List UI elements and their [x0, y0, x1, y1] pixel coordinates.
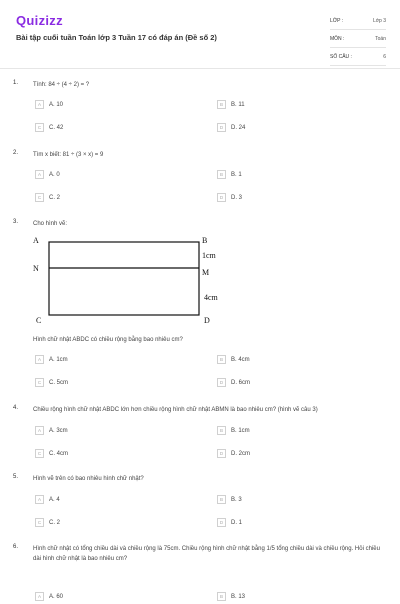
option-letter-box: D: [217, 378, 226, 387]
option-c[interactable]: [35, 449, 185, 461]
option-a[interactable]: [35, 592, 185, 604]
option-label: A. 10: [49, 102, 64, 108]
option-letter-box: A: [35, 426, 44, 435]
label-n: N: [33, 264, 39, 273]
option-b[interactable]: [217, 592, 367, 604]
option-letter-box: D: [217, 123, 226, 132]
option-label: C. 4cm: [49, 451, 69, 457]
option-label: A. 3cm: [49, 428, 68, 434]
question-number: 4.: [13, 405, 19, 411]
option-d[interactable]: [217, 123, 367, 135]
option-d[interactable]: [217, 518, 367, 530]
label-1cm: 1cm: [202, 251, 216, 260]
option-c[interactable]: [35, 193, 185, 205]
option-label: D. 6cm: [231, 380, 251, 386]
meta-key: SỐ CÂU :: [330, 53, 352, 60]
label-a: A: [33, 236, 39, 245]
rectangle-abdc: [49, 242, 199, 315]
option-label: D. 2cm: [231, 451, 251, 457]
meta-value: 6: [383, 53, 386, 60]
option-a[interactable]: [35, 170, 185, 182]
label-4cm: 4cm: [204, 293, 218, 302]
option-c[interactable]: [35, 518, 185, 530]
option-letter-box: A: [35, 355, 44, 364]
option-letter-box: C: [35, 123, 44, 132]
meta-key: LỚP :: [330, 17, 344, 24]
option-letter-box: B: [217, 355, 226, 364]
question-text: Cho hình vẽ:: [33, 221, 68, 227]
label-m: M: [202, 268, 210, 277]
page-title: Bài tập cuối tuần Toán lớp 3 Tuần 17 có đáp án (Đề số 2): [16, 33, 217, 42]
option-letter-box: C: [35, 449, 44, 458]
option-letter-box: B: [217, 495, 226, 504]
option-letter-box: B: [217, 100, 226, 109]
option-label: A. 0: [49, 172, 60, 178]
meta-row-subject: [330, 30, 386, 48]
question-number: 3.: [13, 219, 19, 225]
option-label: B. 13: [231, 594, 246, 600]
option-label: B. 1: [231, 172, 242, 178]
option-letter-box: A: [35, 495, 44, 504]
question-text: Tính: 84 ÷ (4 ÷ 2) = ?: [33, 82, 90, 88]
option-letter-box: A: [35, 592, 44, 601]
option-letter-box: D: [217, 449, 226, 458]
option-letter-box: A: [35, 170, 44, 179]
option-label: A. 4: [49, 497, 60, 503]
option-b[interactable]: [217, 495, 367, 507]
option-letter-box: B: [217, 426, 226, 435]
meta-value: Toán: [375, 35, 386, 42]
option-b[interactable]: [217, 170, 367, 182]
option-b[interactable]: [217, 426, 367, 438]
rectangle-figure: [30, 232, 230, 327]
option-letter-box: C: [35, 193, 44, 202]
option-c[interactable]: [35, 123, 185, 135]
question-text: Tìm x biết: 81 ÷ (3 × x) = 9: [33, 152, 104, 158]
option-label: C. 2: [49, 195, 61, 201]
option-label: D. 3: [231, 195, 243, 201]
worksheet-header: [0, 0, 400, 68]
question-number: 6.: [13, 544, 19, 550]
question-number: 2.: [13, 150, 19, 156]
meta-key: MÔN :: [330, 35, 345, 42]
meta-value: Lớp 3: [372, 17, 386, 24]
option-a[interactable]: [35, 495, 185, 507]
header-divider: [0, 68, 400, 69]
question-text: Hình chữ nhật có tổng chiều dài và chiều rộng là 75cm. Chiều rộng hình chữ nhật bằng 1/5 tổng chiều dài và chiều rộng. Hỏi chiều dài hình chữ nhật là bao nhiêu cm?: [33, 546, 380, 562]
option-b[interactable]: [217, 100, 367, 112]
question-number: 5.: [13, 474, 19, 480]
option-label: D. 24: [231, 125, 246, 131]
option-label: B. 1cm: [231, 428, 250, 434]
option-label: A. 60: [49, 594, 64, 600]
question-number: 1.: [13, 80, 19, 86]
option-letter-box: C: [35, 378, 44, 387]
option-a[interactable]: [35, 426, 185, 438]
option-label: D. 1: [231, 520, 243, 526]
question-text: Hình vẽ trên có bao nhiêu hình chữ nhật?: [33, 476, 144, 482]
option-d[interactable]: [217, 449, 367, 461]
option-label: C. 2: [49, 520, 61, 526]
quizizz-logo: Quizizz: [16, 13, 63, 28]
option-a[interactable]: [35, 100, 185, 112]
option-a[interactable]: [35, 355, 185, 367]
rectangle-diagram: [30, 232, 230, 327]
option-label: B. 3: [231, 497, 242, 503]
option-letter-box: D: [217, 518, 226, 527]
meta-table: [330, 12, 386, 66]
option-d[interactable]: [217, 193, 367, 205]
question-text: Chiều rộng hình chữ nhật ABDC lớn hơn chiều rộng hình chữ nhật ABMN là bao nhiêu cm? (hình vẽ câu 3): [33, 407, 318, 413]
label-d: D: [204, 316, 210, 325]
option-b[interactable]: [217, 355, 367, 367]
option-label: B. 4cm: [231, 357, 250, 363]
label-b: B: [202, 236, 208, 245]
meta-row-count: [330, 48, 386, 66]
option-letter-box: C: [35, 518, 44, 527]
option-letter-box: B: [217, 592, 226, 601]
option-label: A. 1cm: [49, 357, 68, 363]
option-letter-box: A: [35, 100, 44, 109]
option-label: C. 42: [49, 125, 64, 131]
option-label: C. 5cm: [49, 380, 69, 386]
meta-row-class: [330, 12, 386, 30]
option-d[interactable]: [217, 378, 367, 390]
option-letter-box: B: [217, 170, 226, 179]
option-letter-box: D: [217, 193, 226, 202]
label-c: C: [36, 316, 42, 325]
question-text: Hình chữ nhật ABDC có chiều rộng bằng bao nhiêu cm?: [33, 337, 183, 343]
option-label: B. 11: [231, 102, 245, 108]
option-c[interactable]: [35, 378, 185, 390]
